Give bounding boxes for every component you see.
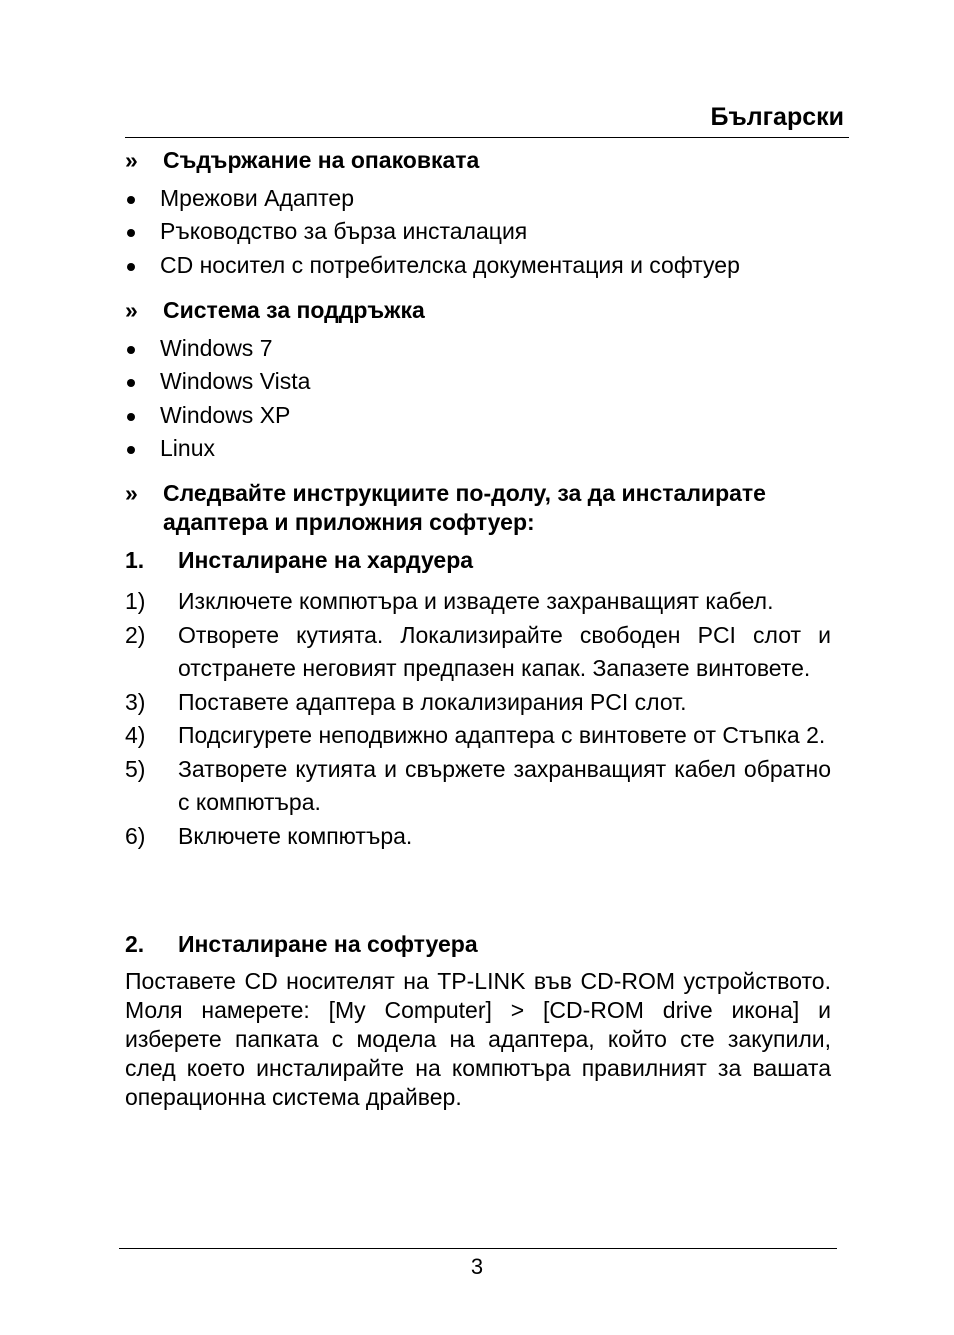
list-item-text: Linux	[160, 435, 215, 462]
hardware-steps	[125, 585, 831, 853]
step-number: 2)	[125, 621, 146, 648]
footer-rule	[119, 1248, 837, 1249]
step-number: 4)	[125, 722, 146, 748]
header-language: Български	[710, 103, 844, 131]
bullet-icon	[127, 446, 135, 454]
step-item	[125, 686, 831, 720]
step-item	[125, 753, 831, 820]
bullet-icon	[127, 196, 135, 204]
section-number: 1.	[125, 547, 145, 573]
bullet-icon	[127, 263, 135, 271]
list-item-text: Windows 7	[160, 335, 273, 361]
step-text: Затворете кутията и свържете захранващият кабел обратно с компютъра.	[178, 755, 831, 815]
bullet-icon	[127, 413, 135, 421]
step-number: 6)	[125, 822, 146, 849]
page-number: 3	[470, 1254, 484, 1279]
step-item	[125, 820, 831, 854]
section-title: Система за поддръжка	[163, 297, 425, 323]
section-title: Инсталиране на хардуера	[178, 547, 474, 573]
instructions-line-1: Следвайте инструкциите по-долу, за да инсталирате	[163, 480, 766, 506]
bullet-icon	[127, 229, 135, 237]
header-rule	[125, 137, 849, 138]
bullet-icon	[127, 379, 135, 387]
step-number: 1)	[125, 588, 146, 614]
list-item-text: Мрежови Адаптер	[160, 185, 354, 211]
section-number: 2.	[125, 931, 145, 957]
step-text: Поставете адаптера в локализирания PCI слот.	[178, 688, 687, 715]
step-text: Отворете кутията. Локализирайте свободен PCI слот и отстранете неговият предпазен капак. Запазете винтовете.	[178, 621, 831, 681]
step-text: Включете компютъра.	[178, 822, 413, 849]
step-number: 5)	[125, 755, 146, 782]
step-item	[125, 619, 831, 686]
list-item-text: CD носител с потребителска документация и софтуер	[160, 251, 740, 278]
section-title: Инсталиране на софтуера	[178, 931, 478, 957]
step-item	[125, 585, 831, 619]
list-item-text: Windows XP	[160, 401, 291, 428]
bullet-icon	[127, 346, 135, 354]
step-number: 3)	[125, 688, 146, 715]
instructions-line-2: адаптера и приложния софтуер:	[163, 509, 535, 535]
software-paragraph: Поставете CD носителят на TP-LINK във CD-ROM устройството. Моля намерете: [My Computer] > [CD-ROM drive икона] и изберете папката с модела на адаптера, който сте закупили, след което инсталирайте на компютъра правилният за вашата операционна система драйвер.	[125, 968, 831, 1110]
step-item	[125, 719, 831, 753]
section-marker: »	[125, 480, 138, 506]
step-text: Изключете компютъра и извадете захранващият кабел.	[178, 588, 774, 614]
list-item-text: Ръководство за бърза инсталация	[160, 218, 528, 245]
step-text: Подсигурете неподвижно адаптера с винтовете от Стъпка 2.	[178, 722, 826, 748]
section-marker: »	[125, 147, 138, 173]
list-item-text: Windows Vista	[160, 368, 311, 395]
section-title: Съдържание на опаковката	[163, 147, 480, 173]
section-marker: »	[125, 297, 138, 323]
